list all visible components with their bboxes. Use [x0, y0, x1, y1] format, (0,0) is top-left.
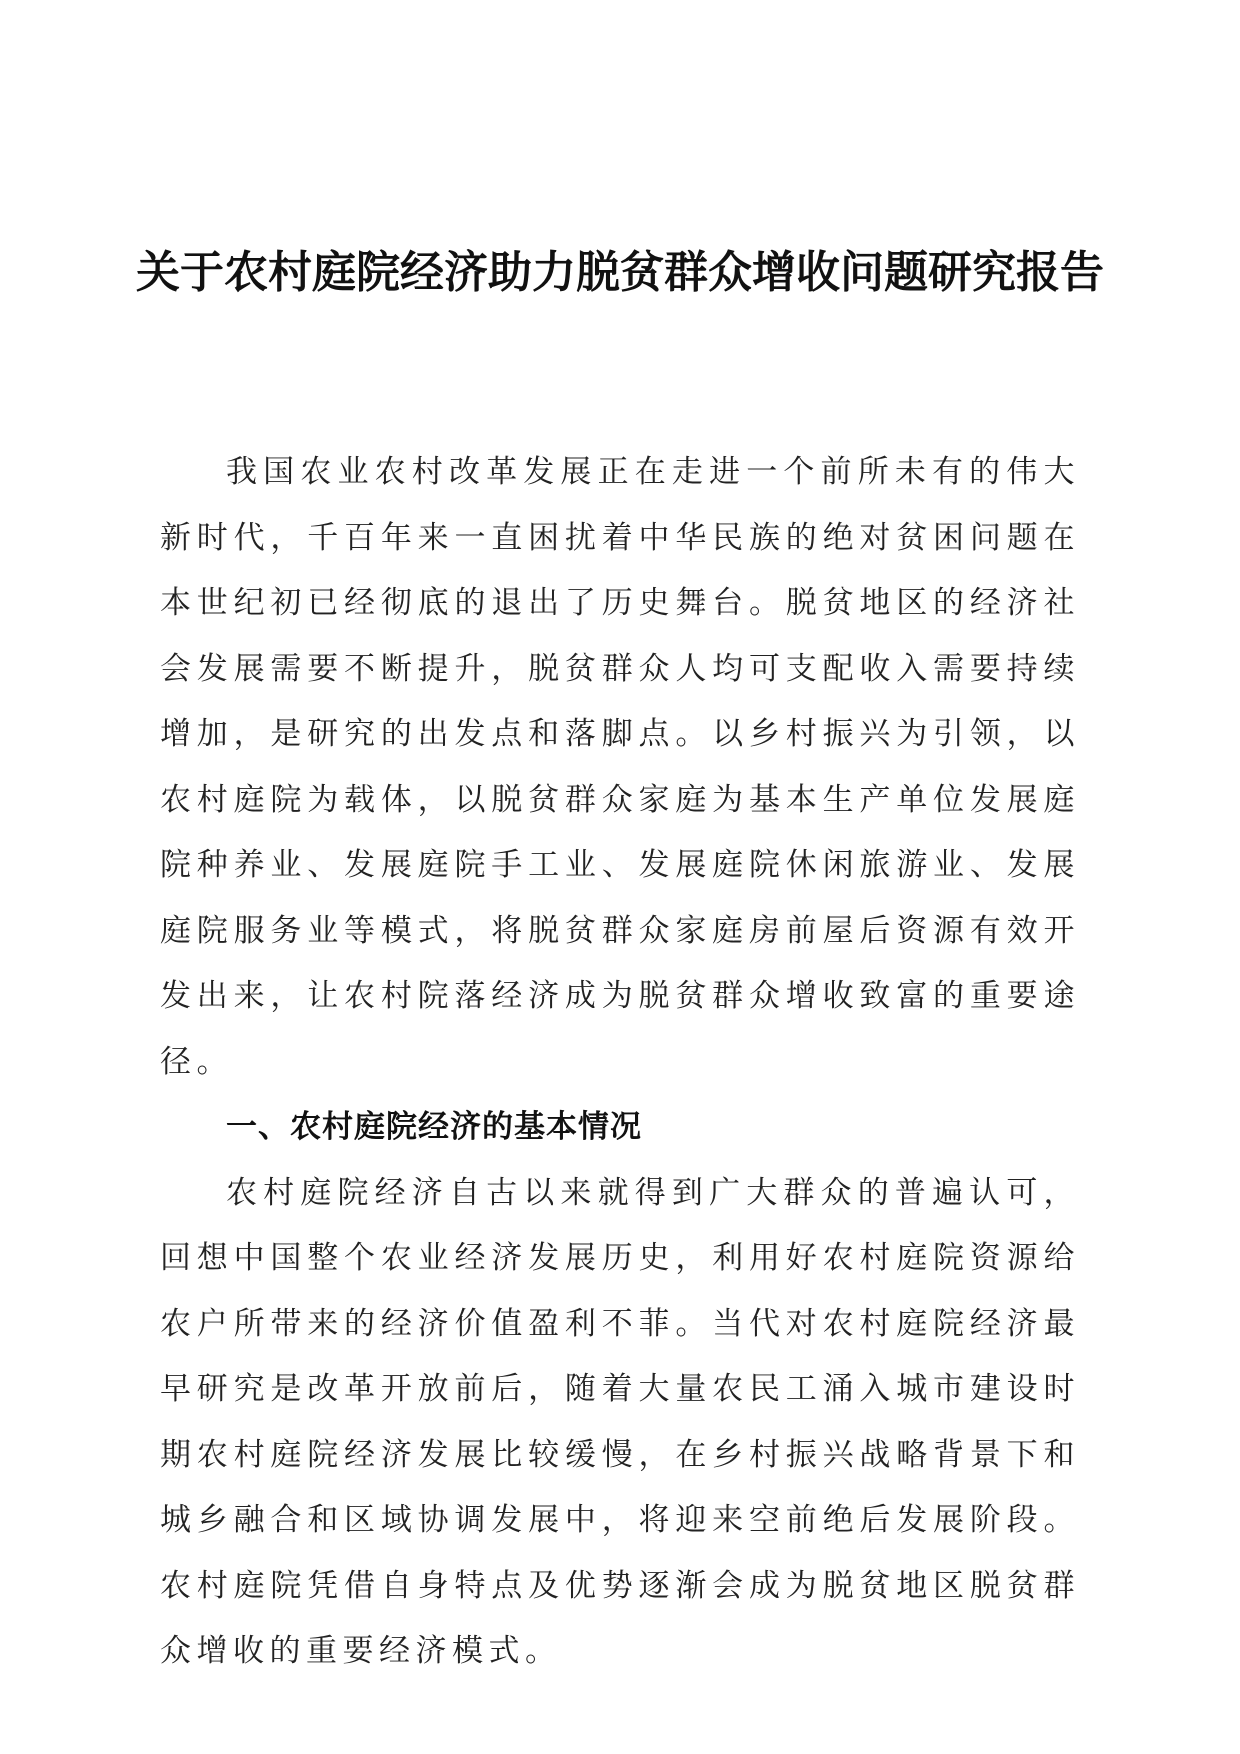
document-title: 关于农村庭院经济助力脱贫群众增收问题研究报告 — [136, 247, 1104, 298]
intro-paragraph: 我国农业农村改革发展正在走进一个前所未有的伟大新时代，千百年来一直困扰着中华民族的绝对贫困问题在本世纪初已经彻底的退出了历史舞台。脱贫地区的经济社会发展需要不断提升，脱贫群众人均可支配收入需要持续增加，是研究的出发点和落脚点。以乡村振兴为引领，以农村庭院为载体，以脱贫群众家庭为基本生产单位发展庭院种养业、发展庭院手工业、发展庭院休闲旅游业、发展庭院服务业等模式，将脱贫群众家庭房前屋后资源有效开发出来，让农村院落经济成为脱贫群众增收致富的重要途径。 — [160, 454, 1080, 1080]
section-heading: 一、农村庭院经济的基本情况 — [226, 1109, 642, 1145]
section-paragraph: 农村庭院经济自古以来就得到广大群众的普遍认可，回想中国整个农业经济发展历史，利用好农村庭院资源给农户所带来的经济价值盈利不菲。当代对农村庭院经济最早研究是改革开放前后，随着大量农民工涌入城市建设时期农村庭院经济发展比较缓慢，在乡村振兴战略背景下和城乡融合和区域协调发展中，将迎来空前绝后发展阶段。农村庭院凭借自身特点及优势逐渐会成为脱贫地区脱贫群众增收的重要经济模式。 — [160, 1174, 1080, 1669]
document-body — [160, 440, 1080, 1685]
